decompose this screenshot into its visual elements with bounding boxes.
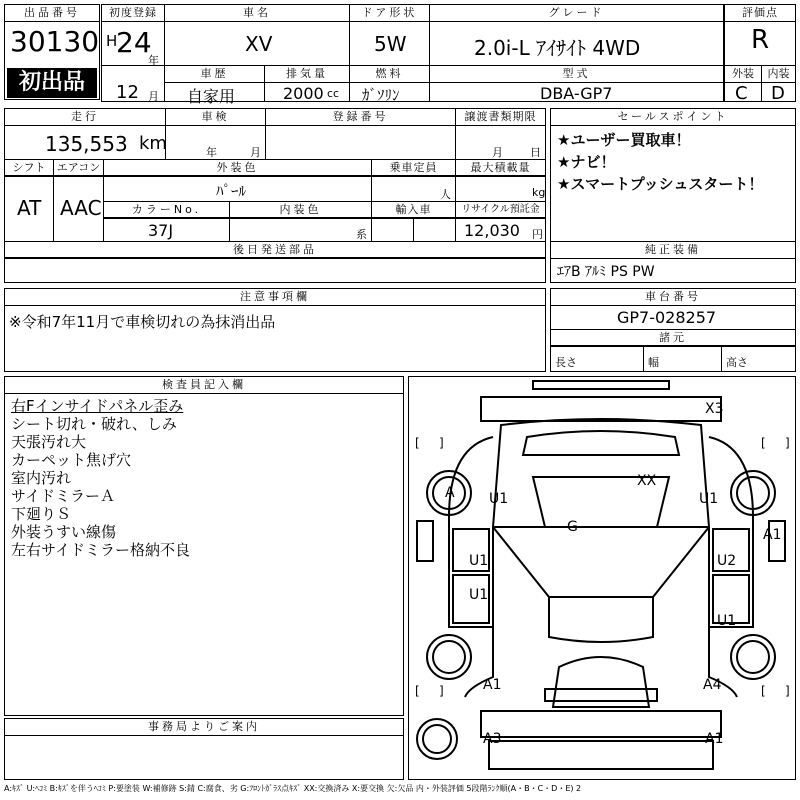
later-parts-header: 後日発送部品 bbox=[5, 242, 545, 259]
damage-mark: A4 bbox=[703, 677, 722, 693]
transfer-header: 譲渡書類期限 bbox=[456, 109, 545, 126]
damage-mark: X3 bbox=[705, 401, 724, 417]
reg-number-header: 登録番号 bbox=[266, 109, 455, 126]
inspector-item: サイドミラーＡ bbox=[11, 487, 115, 505]
recycle-value: 12,030 bbox=[464, 221, 520, 240]
damage-mark: XX bbox=[637, 473, 657, 489]
max-load-unit: kg bbox=[532, 186, 546, 199]
inspector-item: 天張汚れ大 bbox=[11, 433, 87, 451]
inspector-item: シート切れ・破れ、しみ bbox=[11, 415, 177, 433]
model-value: XV bbox=[245, 32, 273, 56]
svg-text:]: ] bbox=[439, 684, 444, 698]
sales-point-item: ★ナビ！ bbox=[557, 153, 616, 171]
exterior-grade-value: C bbox=[735, 83, 748, 104]
grade-value: 2.0i-L ｱｲｻｲﾄ 4WD bbox=[474, 36, 641, 60]
lot-box bbox=[4, 4, 100, 100]
damage-mark: U1 bbox=[489, 491, 509, 507]
color-no-value: 37J bbox=[148, 221, 174, 240]
displacement-header: 排気量 bbox=[265, 66, 349, 83]
score-box bbox=[724, 4, 796, 102]
mileage-header: 走行 bbox=[5, 109, 165, 126]
int-color-unit: 系 bbox=[356, 228, 367, 241]
ext-color-header: 外装色 bbox=[104, 160, 371, 177]
recycle-header: リサイクル預託金 bbox=[456, 202, 545, 219]
history-value: 自家用 bbox=[187, 87, 236, 106]
sales-point-item: ★スマートプッシュスタート！ bbox=[557, 175, 764, 193]
damage-mark: A1 bbox=[705, 731, 724, 747]
notes-header: 注意事項欄 bbox=[5, 289, 545, 306]
genuine-equip-header: 純正装備 bbox=[551, 242, 795, 259]
damage-mark: U2 bbox=[717, 553, 737, 569]
dimensions-length: 長さ bbox=[555, 356, 577, 369]
exterior-grade-header: 外装 bbox=[725, 66, 761, 83]
aircon-value: AAC bbox=[60, 196, 102, 220]
inspector-item: 左右サイドミラー格納不良 bbox=[11, 541, 190, 559]
aircon-header: エアコン bbox=[54, 160, 103, 177]
first-reg-year-unit: 年 bbox=[148, 54, 159, 67]
svg-text:[: [ bbox=[415, 436, 420, 450]
sales-point-item: ★ユーザー買取車！ bbox=[557, 131, 691, 149]
capacity-header: 乗車定員 bbox=[372, 160, 455, 177]
inspector-item: 下廻りＳ bbox=[11, 505, 72, 523]
damage-mark: A1 bbox=[763, 527, 782, 543]
mileage-value: 135,553 bbox=[45, 132, 128, 156]
int-color-header: 内装色 bbox=[230, 202, 371, 219]
chassis-box bbox=[550, 288, 796, 372]
score-value: R bbox=[751, 25, 770, 55]
max-load-header: 最大積載量 bbox=[456, 160, 545, 177]
fuel-header: 燃料 bbox=[350, 66, 429, 83]
doors-header: ドア形状 bbox=[350, 5, 429, 22]
damage-mark: U1 bbox=[717, 613, 737, 629]
inspector-item: 外装うすい線傷 bbox=[11, 523, 117, 541]
office-header: 事務局よりご案内 bbox=[5, 719, 403, 736]
first-reg-era: H bbox=[106, 32, 118, 50]
inspection-header: 車検 bbox=[166, 109, 265, 126]
displacement-value: 2000 bbox=[283, 84, 324, 103]
color-no-header: カラーNo. bbox=[104, 202, 229, 219]
interior-grade-header: 内装 bbox=[762, 66, 795, 83]
lot-header: 出品番号 bbox=[5, 5, 99, 22]
svg-text:]: ] bbox=[785, 684, 790, 698]
top-row bbox=[101, 4, 724, 106]
ext-color-value: ﾊﾟｰﾙ bbox=[216, 182, 247, 200]
dimensions-header: 諸元 bbox=[551, 330, 795, 347]
type-code-value: DBA-GP7 bbox=[540, 84, 613, 103]
genuine-equip-box bbox=[550, 241, 796, 283]
sales-points-box bbox=[550, 108, 796, 242]
recycle-unit: 円 bbox=[532, 228, 543, 241]
score-header: 評価点 bbox=[725, 5, 795, 22]
damage-mark: U1 bbox=[469, 553, 489, 569]
first-listing-badge: 初出品 bbox=[7, 68, 97, 98]
damage-mark: U1 bbox=[469, 587, 489, 603]
dimensions-width: 幅 bbox=[648, 356, 659, 369]
inspector-item: カーペット焦げ穴 bbox=[11, 451, 132, 469]
damage-mark: A bbox=[445, 485, 455, 501]
notes-value: ※令和7年11月で車検切れの為抹消出品 bbox=[9, 313, 276, 331]
sales-points-header: セールスポイント bbox=[551, 109, 795, 126]
svg-text:[: [ bbox=[415, 684, 420, 698]
model-header: 車名 bbox=[165, 5, 349, 22]
spec-block bbox=[4, 108, 546, 283]
inspector-header: 検査員記入欄 bbox=[5, 377, 403, 394]
capacity-unit: 人 bbox=[440, 188, 451, 201]
fuel-value: ｶﾞｿﾘﾝ bbox=[362, 86, 400, 104]
legend: A:ｷｽﾞ U:ﾍｺﾐ B:ｷｽﾞを伴うﾍｺﾐ P:要塗装 W:補修跡 S:錆 C:腐食、劣 G:ﾌﾛﾝﾄｶﾞﾗｽ点ｷｽﾞ XX:交換済み X:要交換 欠:欠品 内・外装評価 5段階ﾗﾝｸ順(A・B・C・D・E) 2 bbox=[4, 784, 582, 793]
inspection-month-unit: 月 bbox=[250, 146, 261, 159]
dimensions-height: 高さ bbox=[726, 356, 748, 369]
svg-text:[: [ bbox=[761, 684, 766, 698]
shift-header: シフト bbox=[5, 160, 53, 177]
mileage-unit: km bbox=[139, 133, 167, 154]
inspector-item: 室内汚れ bbox=[11, 469, 72, 487]
interior-grade-value: D bbox=[771, 83, 785, 104]
history-header: 車歴 bbox=[165, 66, 264, 83]
displacement-unit: cc bbox=[327, 87, 340, 100]
inspection-year-unit: 年 bbox=[206, 146, 217, 159]
inspector-item: 右Fインサイドパネル歪み bbox=[11, 397, 184, 415]
svg-text:]: ] bbox=[439, 436, 444, 450]
lot-number: 30130 bbox=[10, 25, 100, 58]
office-box bbox=[4, 718, 404, 780]
svg-text:]: ] bbox=[785, 436, 790, 450]
transfer-month-unit: 月 bbox=[492, 146, 503, 159]
notes-box bbox=[4, 288, 546, 372]
import-header: 輸入車 bbox=[372, 202, 455, 219]
first-reg-year: 24 bbox=[116, 26, 152, 59]
chassis-header: 車台番号 bbox=[551, 289, 795, 306]
genuine-equip-value: ｴｱB ｱﾙﾐ PS PW bbox=[557, 264, 655, 280]
first-reg-header: 初度登録 bbox=[102, 5, 164, 22]
damage-mark: U1 bbox=[699, 491, 719, 507]
inspector-box bbox=[4, 376, 404, 716]
damage-mark: A1 bbox=[483, 677, 502, 693]
doors-value: 5W bbox=[374, 32, 407, 56]
svg-text:[: [ bbox=[761, 436, 766, 450]
damage-mark: G bbox=[567, 519, 578, 535]
chassis-value: GP7-028257 bbox=[617, 308, 717, 327]
damage-mark: A3 bbox=[483, 731, 502, 747]
first-reg-month: 12 bbox=[116, 82, 139, 103]
car-diagram-box bbox=[408, 376, 796, 780]
transfer-day-unit: 日 bbox=[530, 146, 541, 159]
first-reg-month-unit: 月 bbox=[148, 90, 159, 103]
grade-header: グレード bbox=[430, 5, 723, 22]
shift-value: AT bbox=[17, 196, 42, 220]
type-code-header: 型式 bbox=[430, 66, 723, 83]
car-diagram bbox=[409, 377, 795, 779]
